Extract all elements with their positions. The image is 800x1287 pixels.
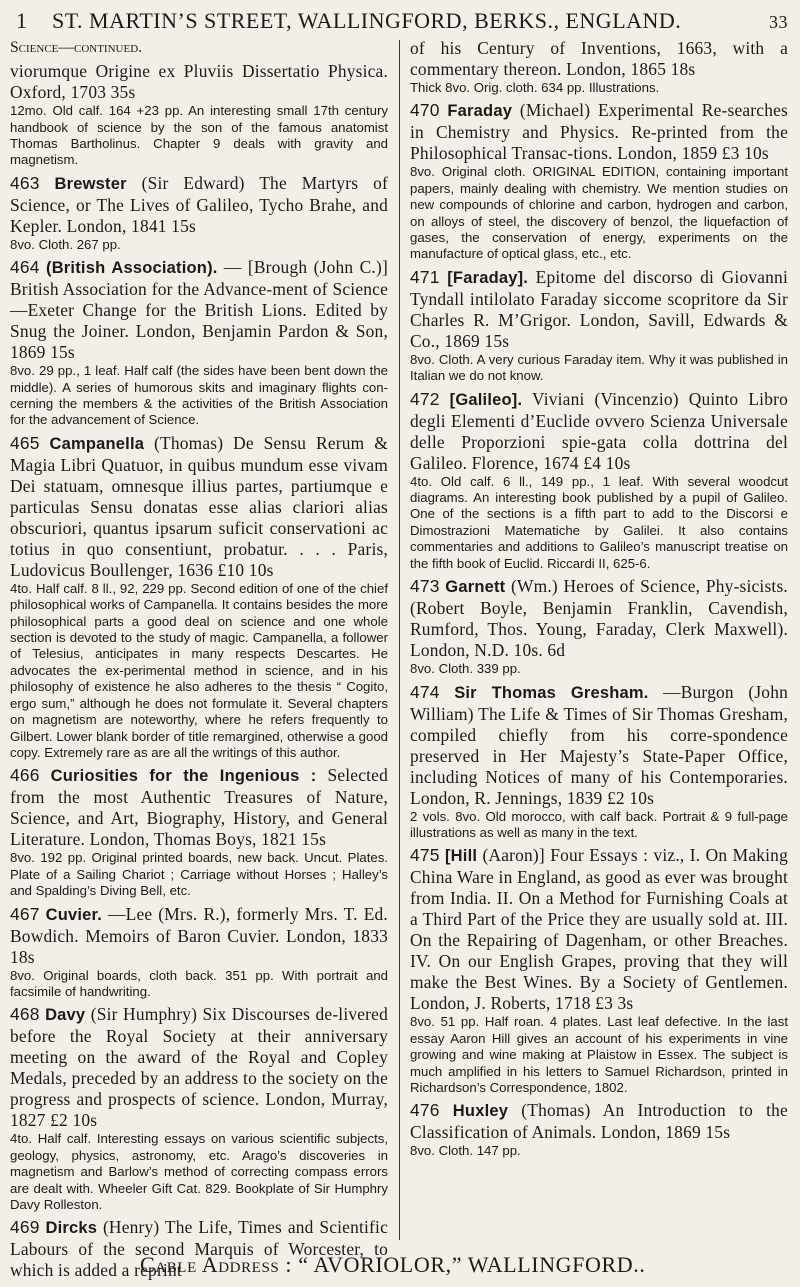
catalogue-entry <box>10 257 388 429</box>
entry-title: —Burgon (John William) The Life & Times of Sir Thomas Gresham, compiled chiefly from his corre-spondence preserved in Her Majesty’s State-Paper Office, including Notices of many of his Contemporaries. London, R. Jennings, 1839 £2 10s <box>410 681 788 808</box>
entry-title: Selected from the most Authentic Treasures of Nature, Science, and Art, Biography, History, and General Literature. London, Thomas Boys, 1821 15s <box>10 765 388 850</box>
entry-keyword: Dircks <box>45 1219 98 1238</box>
catalogue-entry <box>410 100 788 262</box>
catalogue-entry <box>410 682 788 842</box>
catalogue-entry <box>10 1004 388 1213</box>
entry-title: (Sir Edward) The Martyrs of Science, or The Lives of Galileo, Tycho Brahe, and Kepler. London, 1841 15s <box>10 172 388 236</box>
entry-title: (Wm.) Heroes of Science, Phy-sicists. (Robert Boyle, Benjamin Franklin, Cavendish, Rumford, Thos. Young, Faraday, Clerk Maxwell). London, N.D. 10s. 6d <box>410 576 788 661</box>
entry-number: 471 <box>410 266 440 287</box>
entry-description: 8vo. Original boards, cloth back. 351 pp. With portrait and facsimile of handwriting. <box>10 967 388 999</box>
entry-text <box>410 845 788 1014</box>
entry-keyword: [Hill <box>444 847 478 866</box>
entry-text: of his Century of Inventions, 1663, with a commentary thereon. London, 1865 18s <box>410 38 788 79</box>
entry-description: Thick 8vo. Orig. cloth. 634 pp. Illustrations. <box>410 80 660 95</box>
entry-text <box>410 267 788 352</box>
entry-keyword: Faraday <box>447 102 513 121</box>
entry-number: 467 <box>10 903 40 924</box>
entry-number: 474 <box>410 681 440 702</box>
column-divider <box>399 40 400 1240</box>
entry-description: 8vo. 51 pp. Half roan. 4 plates. Last leaf defective. In the last essay Aaron Hill gives an account of his experiments in vine growing and wine making at Plaistow in Essex. The subject is much amplified in his letters to Samuel Richardson, printed in Richardson’s Correspondence, 1802. <box>410 1014 788 1095</box>
running-title: ST. MARTIN’S STREET, WALLINGFORD, BERKS., ENGLAND. <box>52 8 682 33</box>
catalogue-entry <box>410 267 788 385</box>
entry-description: 4to. Half calf. 8 ll., 92, 229 pp. Second edition of one of the chief philosophical works of Campanella. It contains besides the more philosophical parts a good deal on science and one whole section is devoted to the study of magic. Campanella, a follower of Telesius, anticipates in many respects Descartes. He advocates the ex-perimental method in science, and in his philosophy of existence he also adheres to the thesis “ Cogito, ergo sum,” although he does not formulate it. Several chapters on magnetism are noteworthy, where he refers frequently to Gilbert. Lower blank border of title remargined, otherwise a good copy. Extremely rare as are all the writings of this author. <box>10 580 388 760</box>
entry-number: 475 <box>410 845 440 866</box>
entry-title: (Aaron)] Four Essays : viz., I. On Making China Ware in England, as good as ever was brought from India. II. On a Method for Furnishing Coals at a Third Part of the Price they are usually sold at. III. On the Repairing of Dagenham, or other Breaches. IV. On our English Grapes, proving that they will make the Best Wines. By a Society of Gentlemen. London, J. Roberts, 1718 £3 3s <box>410 845 788 1014</box>
catalogue-entry <box>10 765 388 899</box>
entry-description: 2 vols. 8vo. Old morocco, with calf back. Portrait & 9 full-page illustrations as well as many in the text. <box>410 808 788 840</box>
catalogue-entry <box>10 904 388 1001</box>
entry-text <box>410 576 788 661</box>
running-header <box>8 2 792 38</box>
entry-number: 476 <box>410 1100 440 1121</box>
left-column <box>10 38 388 1281</box>
continued-entry <box>10 61 388 169</box>
entry-number: 472 <box>410 388 440 409</box>
entry-keyword: Sir Thomas Gresham. <box>454 683 649 702</box>
entry-title: (Sir Humphry) Six Discourses de-livered before the Royal Society at their anniversary meeting on the award of the Royal and Copley Medals, preceded by an address to the society on the progress and prospects of science. London, Murray, 1827 £2 10s <box>10 1004 388 1131</box>
entry-title: (Michael) Experimental Re-searches in Chemistry and Physics. Re-printed from the Philosophical Transac-tions. London, 1859 £3 10s <box>410 100 788 164</box>
entry-keyword: Davy <box>45 1006 86 1025</box>
entry-text <box>10 173 388 237</box>
catalogue-entry <box>410 389 788 572</box>
entry-description: 8vo. Cloth. 267 pp. <box>10 236 121 252</box>
entry-keyword: Garnett <box>445 578 506 597</box>
entry-description: 8vo. Cloth. 339 pp. <box>410 661 521 677</box>
entry-number: 466 <box>10 765 40 786</box>
entry-number: 473 <box>410 576 440 597</box>
entry-number: 470 <box>410 100 440 121</box>
right-column <box>410 38 788 1246</box>
entry-number: 463 <box>10 172 40 193</box>
entry-description: 8vo. Cloth. A very curious Faraday item. Why it was published in Italian we do not know. <box>410 351 788 384</box>
section-heading: Science—continued. <box>10 39 143 56</box>
entry-text <box>410 682 788 809</box>
entry-text <box>10 433 388 581</box>
entry-description: 8vo. 192 pp. Original printed boards, new back. Uncut. Plates. Plate of a Sailing Chariot ; Carriage without Horses ; Halley’s and Spalding’s Diving Bell, etc. <box>10 850 388 899</box>
entry-title: (Henry) The Life, Times and Scientific Labours of the second Marquis of Worcester, to which is added a reprint <box>10 1217 388 1281</box>
entry-title: Viviani (Vincenzio) Quinto Libro degli Elementi d’Euclide ovvero Scienza Universale delle Proporzioni spie-gata colla dottrina del Galileo. Florence, 1674 £4 10s <box>410 388 788 473</box>
entry-title: (Thomas) De Sensu Rerum & Magia Libri Quatuor, in quibus mundum esse vivam Dei statuam, omnesque illius partes, partiumque e particulas Sensu donatas esse alias clariori alias obscuriori, quantus ipsarum suficit conservationi ac totius in quo consentiunt, probatur. . . . Paris, Ludovicus Boullenger, 1636 £10 10s <box>10 432 388 580</box>
entry-text <box>410 1100 788 1143</box>
entry-text <box>10 1004 388 1131</box>
entry-text: viorumque Origine ex Pluviis Dissertatio Physica. Oxford, 1703 35s <box>10 61 388 103</box>
entry-text <box>10 904 388 968</box>
entry-keyword: Campanella <box>49 434 145 453</box>
entry-number: 464 <box>10 257 40 278</box>
right-entries <box>410 100 788 1159</box>
catalogue-entry <box>10 433 388 761</box>
entry-keyword: Brewster <box>54 174 127 193</box>
entry-keyword: [Faraday]. <box>447 268 529 287</box>
left-entries <box>10 173 388 1282</box>
entry-keyword: Curiosities for the Ingenious : <box>50 767 317 786</box>
cable-address: Cable Address : “ AVORIOLOR,” WALLINGFORD.. <box>140 1252 646 1277</box>
entry-keyword: [Galileo]. <box>449 390 523 409</box>
entry-title: (Thomas) An Introduction to the Classification of Animals. London, 1869 15s <box>410 1100 788 1143</box>
page-number-right: 33 <box>769 12 788 32</box>
continued-entry <box>410 38 788 96</box>
entry-text <box>10 257 388 363</box>
entry-description: 12mo. Old calf. 164 +23 pp. An interesting small 17th century handbook of science by the son of the famous anatomist Thomas Bartholinus. Chapter 9 deals with gravity and magnetism. <box>10 103 388 168</box>
entry-keyword: (British Association). <box>46 259 218 278</box>
entry-description: 8vo. Cloth. 147 pp. <box>410 1143 521 1159</box>
catalogue-entry <box>410 1100 788 1159</box>
entry-keyword: Huxley <box>452 1102 509 1121</box>
entry-keyword: Cuvier. <box>45 905 103 924</box>
entry-description: 4to. Old calf. 6 ll., 149 pp., 1 leaf. With several woodcut diagrams. An interesting book published by a pupil of Galileo. One of the sections is a fifth part to add to the Discorsi e Dimostrazioni Matematiche by Galilei. It also contains commentaries and additions to Galileo’s manuscript treatise on the fifth book of Euclid. Riccardi II, 625-6. <box>410 473 788 571</box>
entry-number: 468 <box>10 1004 40 1025</box>
catalogue-entry <box>10 173 388 253</box>
catalogue-entry <box>410 576 788 677</box>
entry-text <box>10 765 388 850</box>
entry-description: 8vo. 29 pp., 1 leaf. Half calf (the sides have been bent down the middle). A series of humorous skits and imaginary flights con-cerning the members & the activities of the British Association for the advancement of Science. <box>10 363 388 428</box>
entry-text <box>410 389 788 474</box>
catalogue-entry <box>410 845 788 1096</box>
entry-text <box>410 100 788 164</box>
page-number-left: 1 <box>16 8 28 33</box>
entry-title: — [Brough (John C.)] British Association for the Advance-ment of Science—Exeter Change for the British Lions. Edited by Snug the Joiner. London, Benjamin Pardon & Son, 1869 15s <box>10 257 388 363</box>
entry-title: Epitome del discorso di Giovanni Tyndall intilolato Faraday siccome scopritore da Sir Charles R. M’Grigor. London, Savill, Edwards & Co., 1869 15s <box>410 266 788 351</box>
entry-description: 8vo. Original cloth. ORIGINAL EDITION, containing important papers, mainly dealing with chemistry. We mention studies on new compounds of chlorine and carbon, hydrogen and carbon, on alloys of steel, the discovery of benzol, the liquefaction of gases, the conservation of energy, experiments on the manufacture of optical glass, etc., etc. <box>410 164 788 262</box>
entry-number: 465 <box>10 432 40 453</box>
entry-description: 4to. Half calf. Interesting essays on various scientific subjects, geology, physics, astronomy, etc. Arago’s discoveries in magnetism and Barlow’s method of correcting compass errors are dealt with. Wheeler Gift Cat. 829. Bookplate of Sir Humphry Davy Rolleston. <box>10 1131 388 1212</box>
entry-title: —Lee (Mrs. R.), formerly Mrs. T. Ed. Bowdich. Memoirs of Baron Cuvier. London, 1833 18s <box>10 903 388 967</box>
entry-number: 469 <box>10 1217 40 1238</box>
